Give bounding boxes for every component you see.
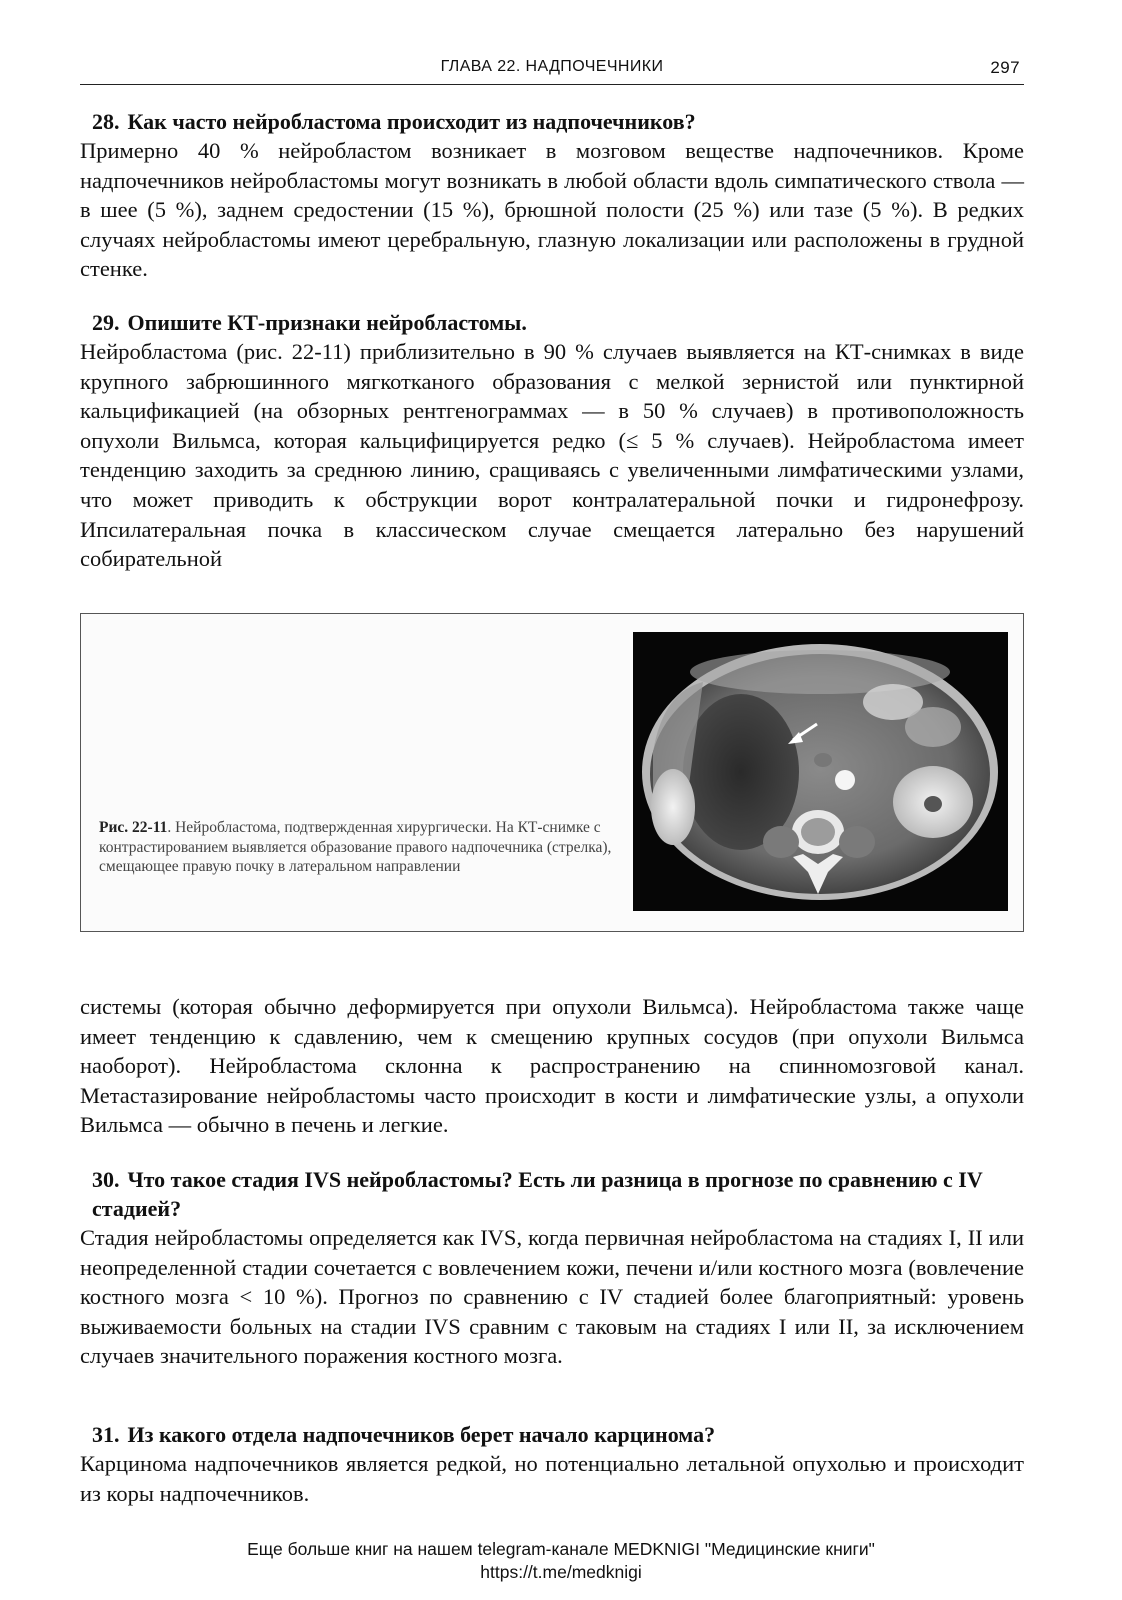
ct-scan-image	[633, 632, 1008, 911]
footer-promo: Еще больше книг на нашем telegram-канале MEDKNIGI "Медицинские книги"	[247, 1539, 875, 1559]
answer-29-part1: Нейробластома (рис. 22-11) приблизительно в 90 % случаев выявляется на КТ-снимках в виде крупного забрюшинного мягкотканого образования с мелкой зернистой или пунктирной кальцификацией (на обзорных рентгенограммах — в 50 % случаев) в противоположность опухоли Вильмса, которая кальцифицируется редко (≤ 5 % случаев). Нейробластома имеет тенденцию заходить за среднюю линию, сращиваясь с увеличенными лимфатическими узлами, что может приводить к обструкции ворот контралатеральной почки и гидронефрозу. Ипсилатеральная почка в классическом случае смещается латерально без нарушений собирательной	[80, 339, 1024, 572]
chapter-title: ГЛАВА 22. НАДПОЧЕЧНИКИ	[440, 58, 664, 75]
question-text: Из какого отдела надпочечников берет начало карцинома?	[127, 1422, 716, 1447]
question-number: 29.	[92, 310, 120, 335]
figure-caption	[99, 818, 619, 877]
answer-29-part2: системы (которая обычно деформируется при опухоли Вильмса). Нейробластома также чаще имеет тенденцию к сдавлению, чем к смещению крупных сосудов (при опухоли Вильмса наоборот). Нейробластома склонна к распространению на спинномозговой канал. Метастазирование нейробластомы часто происходит в кости и лимфатические узлы, а опухоли Вильмса — обычно в печень и легкие.	[80, 994, 1024, 1138]
footer-link[interactable]: https://t.me/medknigi	[480, 1562, 642, 1582]
question-29-heading	[80, 308, 1024, 337]
question-29-continued	[80, 992, 1024, 1140]
ct-scan-icon	[633, 632, 1008, 911]
question-number: 28.	[92, 109, 120, 134]
question-31-heading	[80, 1420, 1024, 1449]
question-28-heading	[80, 107, 1024, 136]
answer-28: Примерно 40 % нейробластом возникает в мозговом веществе надпочечников. Кроме надпочечников нейробластомы могут возникать в любой области вдоль симпатического ствола — в шее (5 %), заднем средостении (15 %), брюшной полости (25 %) или тазе (5 %). В редких случаях нейробластомы имеют церебральную, глазную локализации или расположены в грудной стенке.	[80, 138, 1024, 282]
question-29	[80, 308, 1024, 574]
question-number: 30.	[92, 1167, 120, 1192]
page-number: 297	[990, 58, 1020, 77]
question-31	[80, 1420, 1024, 1508]
answer-31: Карцинома надпочечников является редкой, но потенциально летальной опухолью и происходит из коры надпочечников.	[80, 1451, 1024, 1506]
question-text: Опишите КТ-признаки нейробластомы.	[127, 310, 527, 335]
figure-22-11	[80, 613, 1024, 932]
question-30-heading	[80, 1165, 1024, 1223]
figure-label: Рис. 22-11	[99, 819, 168, 836]
answer-30: Стадия нейробластомы определяется как IVS, когда первичная нейробластома на стадиях I, II или неопределенной стадии сочетается с вовлечением кожи, печени и/или костного мозга (вовлечение костного мозга < 10 %). Прогноз по сравнению с IV стадией более благоприятный: уровень выживаемости больных на стадии IVS сравним с таковым на стадиях I или II, за исключением случаев значительного поражения костного мозга.	[80, 1225, 1024, 1369]
question-30	[80, 1165, 1024, 1371]
question-number: 31.	[92, 1422, 120, 1447]
question-text: Как часто нейробластома происходит из надпочечников?	[127, 109, 696, 134]
question-text: Что такое стадия IVS нейробластомы? Есть ли разница в прогнозе по сравнению с IV стадией?	[92, 1167, 983, 1221]
question-28	[80, 107, 1024, 284]
page-header	[80, 56, 1024, 85]
figure-caption-text: . Нейробластома, подтвержденная хирургически. На КТ-снимке с контрастированием выявляется образование правого надпочечника (стрелка), смещающее правую почку в латеральном направлении	[99, 819, 612, 875]
